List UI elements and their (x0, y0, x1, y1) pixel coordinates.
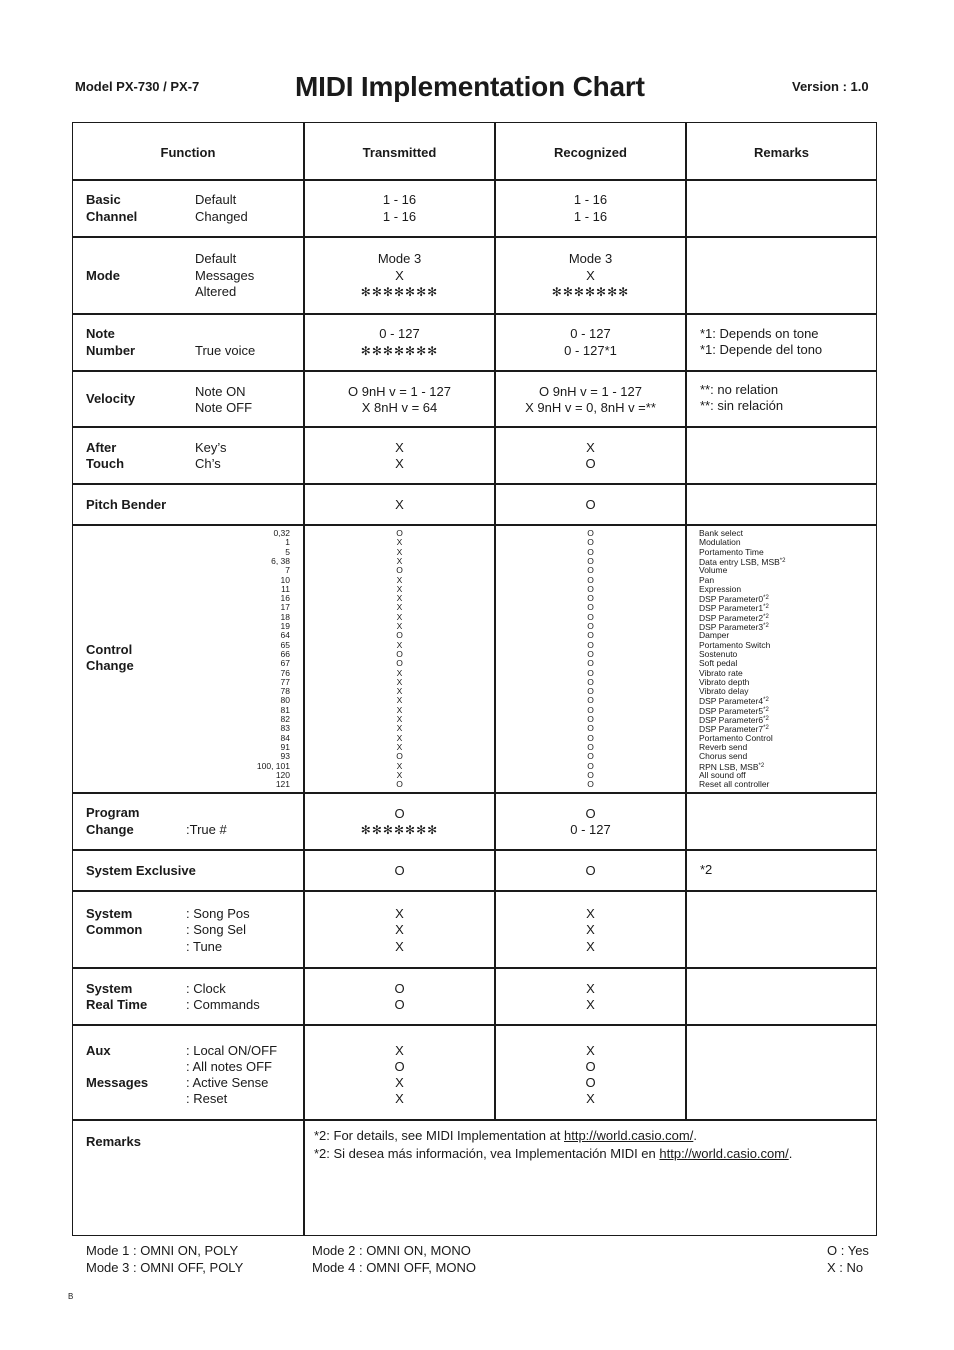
cc-number: 16 (280, 593, 290, 604)
recognized-value: X (586, 997, 595, 1012)
transmitted-value: X (395, 939, 404, 954)
cc-transmitted: X (396, 537, 403, 548)
remark-text: **: sin relación (700, 398, 784, 413)
cc-number: 0,32 (273, 528, 290, 538)
function-label: Change (86, 658, 134, 673)
cc-transmitted: X (396, 546, 403, 557)
footnote-marker: *2 (763, 604, 769, 611)
transmitted-value: 0 - 127 (379, 326, 420, 341)
function-label: Messages (86, 1075, 149, 1090)
remark-text: . (788, 1146, 793, 1161)
model-label: Model PX-730 / PX-7 (75, 79, 200, 94)
function-sublabel: True voice (195, 343, 256, 358)
cc-remark: DSP Parameter5$^{*2}$ (699, 705, 769, 716)
cc-transmitted: X (396, 769, 403, 780)
cc-number: 6, 38 (271, 555, 290, 566)
recognized-value: 0 - 127 (570, 822, 611, 837)
cc-number: 76 (280, 667, 290, 678)
footnote-marker: *2 (763, 716, 769, 722)
cc-transmitted: O (396, 648, 403, 659)
recognized-value: O (585, 806, 596, 821)
function-label: Basic (86, 192, 121, 207)
cc-recognized: O (587, 704, 594, 715)
function-sublabel: Note ON (195, 384, 246, 399)
function-sublabel: : All notes OFF (186, 1059, 272, 1074)
function-sublabel: Altered (195, 284, 237, 299)
cc-remark: DSP Parameter4$^{*2}$ (699, 696, 769, 707)
remark-text: . (693, 1128, 697, 1143)
cc-remark: Vibrato delay (699, 686, 749, 697)
cc-transmitted: O (396, 779, 403, 790)
footnote-marker: *2 (758, 762, 765, 769)
row-divider (73, 370, 876, 372)
cc-remark: Portamento Control (699, 732, 773, 743)
cc-number: 18 (280, 611, 290, 622)
asterisk-row: ✻✻✻✻✻✻✻ (551, 285, 630, 299)
function-label: Note (86, 326, 115, 341)
function-label: After (86, 440, 117, 455)
cc-transmitted: O (396, 565, 403, 576)
midi-chart-table (72, 122, 877, 1236)
function-sublabel: Note OFF (195, 400, 253, 415)
footnote-marker: *2 (763, 623, 769, 629)
recognized-value: 0 - 127*1 (564, 343, 617, 358)
function-sublabel: : Tune (186, 939, 223, 954)
function-sublabel: : Song Sel (186, 922, 246, 937)
row-divider (73, 426, 876, 428)
cc-number: 91 (280, 741, 290, 752)
remark-text: **: no relation (700, 382, 779, 397)
function-label: Common (86, 922, 143, 937)
remark-line-english (314, 1128, 697, 1145)
function-label: Touch (86, 456, 125, 471)
cc-remark: Pan (699, 574, 715, 585)
remark-text: *2: Si desea más información, vea Implementación MIDI en (314, 1146, 660, 1161)
cc-transmitted: X (396, 695, 403, 706)
cc-transmitted: X (396, 686, 403, 697)
recognized-value: O (585, 1075, 596, 1090)
recognized-value: O (585, 863, 596, 878)
function-label: Change (86, 822, 134, 837)
recognized-value: O (585, 497, 596, 512)
mode-legend-3: Mode 3 : OMNI OFF, POLY (86, 1260, 244, 1275)
function-label: Mode (86, 268, 120, 283)
recognized-value: X (586, 1091, 595, 1106)
cc-recognized: O (587, 565, 594, 576)
casio-link[interactable]: http://world.casio.com/ (659, 1146, 789, 1161)
cc-transmitted: X (396, 723, 403, 734)
function-sublabel: Messages (195, 268, 255, 283)
recognized-value: X (586, 922, 595, 937)
footnote-marker: *2 (763, 595, 769, 602)
yes-legend: O : Yes (827, 1243, 869, 1258)
cc-recognized: O (587, 602, 594, 613)
function-sublabel: :True # (186, 822, 227, 837)
footnote-marker: *2 (779, 557, 786, 564)
remark-text: *2 (700, 862, 713, 877)
cc-recognized: O (587, 686, 594, 697)
cc-transmitted: X (396, 639, 403, 650)
row-divider (73, 849, 876, 851)
cc-transmitted: O (396, 528, 403, 538)
cc-recognized: O (587, 741, 594, 752)
page-marker: B (68, 1292, 74, 1301)
recognized-value: O 9nH v = 1 - 127 (539, 384, 642, 399)
cc-number: 93 (280, 751, 290, 762)
footnote-marker: *2 (763, 706, 769, 713)
cc-recognized: O (587, 769, 594, 780)
function-sublabel: : Song Pos (186, 906, 250, 921)
cc-recognized: O (587, 583, 594, 594)
transmitted-value: 1 - 16 (382, 192, 417, 207)
recognized-value: Mode 3 (568, 251, 613, 266)
recognized-value: X (586, 981, 595, 996)
no-legend: X : No (827, 1260, 864, 1275)
col-header-transmitted: Transmitted (362, 145, 437, 160)
transmitted-value: O (394, 997, 405, 1012)
cc-number: 78 (280, 686, 290, 697)
cc-recognized: O (587, 695, 594, 706)
remark-text: *1: Depende del tono (700, 342, 823, 357)
cc-transmitted: X (396, 583, 403, 594)
col-header-recognized: Recognized (554, 145, 627, 160)
recognized-value: 0 - 127 (570, 326, 611, 341)
function-label: Program (86, 805, 140, 820)
cc-remark: All sound off (699, 769, 746, 780)
function-sublabel: : Active Sense (186, 1075, 269, 1090)
row-divider (73, 179, 876, 181)
transmitted-value: X (395, 1075, 404, 1090)
cc-recognized: O (587, 751, 594, 762)
cc-transmitted: X (396, 667, 403, 678)
cc-number: 10 (280, 574, 290, 585)
cc-recognized: O (587, 528, 594, 538)
cc-recognized: O (587, 593, 594, 604)
recognized-value: X (586, 1043, 595, 1058)
function-label: Remarks (86, 1134, 141, 1149)
cc-transmitted: X (396, 714, 403, 724)
recognized-value: 1 - 16 (573, 192, 608, 207)
function-label: System (86, 906, 133, 921)
page-title: MIDI Implementation Chart (295, 71, 645, 102)
remark-text: *1: Depends on tone (700, 326, 819, 341)
cc-recognized: O (587, 648, 594, 659)
asterisk-row: ✻✻✻✻✻✻✻ (360, 344, 439, 358)
transmitted-value: O 9nH v = 1 - 127 (348, 384, 451, 399)
cc-remark: Vibrato depth (699, 676, 750, 687)
function-label: Pitch Bender (86, 497, 167, 512)
cc-recognized: O (587, 779, 594, 790)
cc-remark: DSP Parameter6$^{*2}$ (699, 715, 769, 725)
cc-number: 80 (280, 695, 290, 706)
cc-recognized: O (587, 546, 594, 557)
function-sublabel: Changed (195, 208, 248, 224)
cc-number: 7 (285, 565, 290, 576)
cc-recognized: O (587, 621, 594, 631)
cc-transmitted: O (396, 630, 403, 641)
cc-number: 17 (280, 602, 290, 613)
cc-number: 120 (275, 769, 290, 780)
cc-number: 5 (285, 546, 290, 557)
cc-recognized: O (587, 555, 594, 566)
cc-recognized: O (587, 714, 594, 724)
mode-legend-2: Mode 2 : OMNI ON, MONO (312, 1243, 471, 1258)
cc-transmitted: X (396, 676, 403, 687)
cc-remark: Damper (699, 630, 730, 641)
cc-number: 1 (285, 537, 290, 548)
col-header-remarks: Remarks (754, 145, 809, 160)
col-header-function: Function (160, 145, 216, 160)
transmitted-value: 1 - 16 (382, 208, 417, 224)
cc-number: 81 (280, 704, 290, 715)
function-sublabel: : Clock (186, 981, 226, 996)
cc-transmitted: X (396, 574, 403, 585)
cc-remark: DSP Parameter7$^{*2}$ (699, 724, 769, 735)
cc-remark: Portamento Time (699, 546, 764, 557)
function-label: Control (86, 642, 133, 657)
cc-remark: Vibrato rate (699, 667, 743, 678)
cc-remark: Data entry LSB, MSB$^{*2}$ (699, 556, 786, 567)
recognized-value: X (586, 440, 595, 455)
function-sublabel: : Commands (186, 997, 260, 1012)
cc-recognized: O (587, 611, 594, 622)
cc-recognized: O (587, 723, 594, 734)
cc-remark: Reverb send (699, 741, 748, 752)
row-divider (73, 313, 876, 315)
remark-text: *2: For details, see MIDI Implementation at (314, 1128, 564, 1143)
cc-remark: Soft pedal (699, 658, 738, 669)
cc-number: 64 (280, 630, 290, 641)
cc-remark: Volume (699, 565, 728, 576)
cc-remark: DSP Parameter0$^{*2}$ (699, 594, 769, 605)
cc-remark: DSP Parameter1$^{*2}$ (699, 603, 769, 614)
asterisk-row: ✻✻✻✻✻✻✻ (360, 823, 439, 837)
cc-recognized: O (587, 639, 594, 650)
cc-recognized: O (587, 537, 594, 548)
transmitted-value: X 8nH v = 64 (361, 400, 438, 415)
footnote-marker: *2 (763, 725, 769, 732)
cc-transmitted: X (396, 741, 403, 752)
mode-legend-1: Mode 1 : OMNI ON, POLY (86, 1243, 239, 1258)
cc-remark: Portamento Switch (699, 639, 771, 650)
cc-number: 19 (280, 621, 290, 631)
transmitted-value: O (394, 1059, 405, 1074)
cc-number: 65 (280, 639, 290, 650)
cc-remark: Sostenuto (699, 648, 738, 659)
transmitted-value: X (395, 268, 404, 283)
function-sublabel: Default (195, 192, 237, 207)
transmitted-value: X (395, 1091, 404, 1106)
function-label: Number (86, 343, 136, 358)
row-divider (73, 524, 876, 526)
recognized-value: O (585, 456, 596, 471)
cc-transmitted: X (396, 593, 403, 604)
cc-recognized: O (587, 574, 594, 585)
transmitted-value: O (394, 863, 405, 878)
cc-number: 11 (281, 583, 290, 594)
row-divider (73, 1119, 876, 1121)
cc-number: 84 (280, 732, 290, 743)
function-label: Channel (86, 208, 138, 224)
cc-number: 83 (280, 723, 290, 734)
cc-transmitted: X (396, 704, 403, 715)
mode-legend-4: Mode 4 : OMNI OFF, MONO (312, 1260, 476, 1275)
row-divider (73, 792, 876, 794)
cc-remark: Expression (699, 583, 742, 594)
transmitted-value: X (395, 1043, 404, 1058)
row-divider (73, 483, 876, 485)
row-divider (73, 967, 876, 969)
transmitted-value: X (395, 497, 404, 512)
function-sublabel: : Local ON/OFF (186, 1043, 278, 1058)
cc-number: 77 (280, 676, 290, 687)
cc-remark: Reset all controller (699, 779, 770, 790)
function-sublabel: Default (195, 251, 237, 266)
function-sublabel: : Reset (186, 1091, 228, 1106)
function-sublabel: Key’s (195, 440, 227, 455)
cc-recognized: O (587, 676, 594, 687)
cc-number: 66 (280, 648, 290, 659)
cc-transmitted: O (396, 751, 403, 762)
transmitted-value: X (395, 440, 404, 455)
cc-recognized: O (587, 732, 594, 743)
recognized-value: X (586, 939, 595, 954)
asterisk-row: ✻✻✻✻✻✻✻ (360, 285, 439, 299)
function-label: Velocity (86, 391, 136, 406)
function-sublabel: Ch’s (195, 456, 221, 471)
remark-line-spanish (314, 1146, 792, 1163)
recognized-value: X (586, 906, 595, 921)
cc-recognized: O (587, 667, 594, 678)
cc-transmitted: X (396, 555, 403, 566)
cc-recognized: O (587, 760, 594, 771)
function-label: System (86, 981, 133, 996)
cc-remark: Modulation (699, 537, 741, 548)
transmitted-value: X (395, 456, 404, 471)
cc-number: 67 (280, 658, 290, 669)
cc-transmitted: X (396, 760, 403, 771)
footnote-marker: *2 (763, 697, 769, 704)
cc-number: 121 (275, 779, 290, 790)
version-label: Version : 1.0 (792, 79, 869, 94)
row-divider (73, 890, 876, 892)
cc-remark: DSP Parameter3$^{*2}$ (699, 622, 769, 632)
row-divider (73, 236, 876, 238)
function-label: System Exclusive (86, 863, 196, 878)
cc-transmitted: O (396, 658, 403, 669)
cc-recognized: O (587, 630, 594, 641)
cc-remark: RPN LSB, MSB$^{*2}$ (699, 761, 765, 772)
casio-link[interactable]: http://world.casio.com/ (564, 1128, 694, 1143)
cc-remark: Bank select (699, 528, 743, 538)
cc-transmitted: X (396, 602, 403, 613)
row-divider (73, 1024, 876, 1026)
cc-transmitted: X (396, 621, 403, 631)
cc-remark: DSP Parameter2$^{*2}$ (699, 612, 769, 623)
recognized-value: X 9nH v = 0, 8nH v =** (525, 400, 656, 415)
transmitted-value: Mode 3 (377, 251, 422, 266)
recognized-value: X (586, 268, 595, 283)
transmitted-value: O (394, 981, 405, 996)
cc-remark: Chorus send (699, 751, 748, 762)
cc-transmitted: X (396, 611, 403, 622)
cc-number: 82 (280, 714, 290, 724)
cc-number: 100, 101 (256, 760, 290, 771)
cc-recognized: O (587, 658, 594, 669)
transmitted-value: O (394, 806, 405, 821)
recognized-value: 1 - 16 (573, 208, 608, 224)
cc-transmitted: X (396, 732, 403, 743)
function-label: Real Time (86, 997, 148, 1012)
transmitted-value: X (395, 922, 404, 937)
footnote-marker: *2 (763, 613, 769, 620)
function-label: Aux (86, 1043, 111, 1058)
transmitted-value: X (395, 906, 404, 921)
recognized-value: O (585, 1059, 596, 1074)
